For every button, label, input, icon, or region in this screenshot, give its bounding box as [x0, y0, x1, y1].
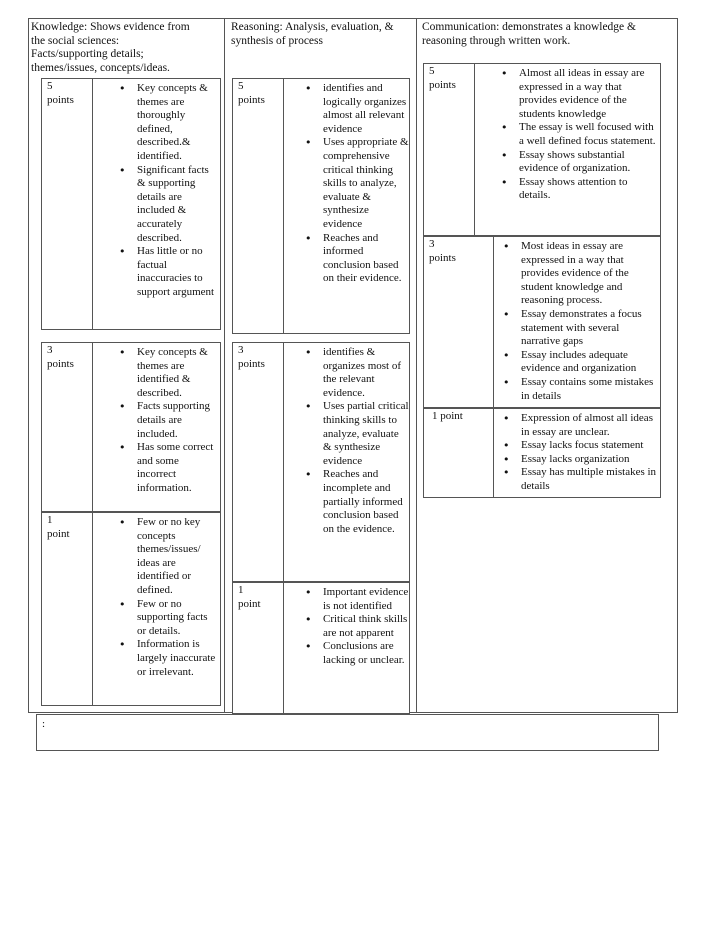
- criterion: • Expression of almost all ideas in essay are unclear.: [497, 412, 659, 439]
- criterion: • Essay has multiple mistakes in details: [497, 466, 659, 493]
- criterion: • Few or no supporting facts or details.: [113, 598, 219, 639]
- criterion: • Few or no key concepts themes/issues/ ideas are identified or defined.: [113, 516, 219, 598]
- criterion: • Reaches and informed conclusion based on their evidence.: [299, 232, 409, 286]
- communication-level-1: [423, 408, 661, 498]
- cell-divider: [92, 343, 93, 511]
- header-line: themes/issues, concepts/ideas.: [31, 61, 170, 74]
- header-line: Communication: demonstrates a knowledge &: [422, 21, 636, 33]
- communication-level-5: [423, 63, 661, 236]
- header-line: Knowledge: Shows evidence from: [31, 21, 190, 33]
- cell-divider: [283, 343, 284, 581]
- criterion: • Essay shows substantial evidence of organization.: [495, 149, 659, 176]
- points-label: 5 points: [238, 80, 265, 106]
- criterion: • Essay demonstrates a focus statement with several narrative gaps: [497, 308, 659, 349]
- cell-divider: [283, 79, 284, 333]
- knowledge-column-header: [31, 21, 221, 75]
- criteria-list: [113, 82, 219, 300]
- cell-divider: [493, 409, 494, 497]
- criterion: • Significant facts & supporting details are included & accurately described.: [113, 164, 219, 246]
- reasoning-level-3: [232, 342, 410, 582]
- criteria-list: [497, 412, 659, 494]
- header-line: Facts/supporting details;: [31, 48, 144, 60]
- criterion: • Has little or no factual inaccuracies to support argument: [113, 245, 219, 299]
- column-divider: [224, 18, 225, 713]
- cell-divider: [493, 237, 494, 407]
- knowledge-level-1: [41, 512, 221, 706]
- criteria-list: [299, 346, 409, 536]
- points-label: 1 point: [432, 410, 463, 422]
- criterion: • Almost all ideas in essay are expressed in a way that provides evidence of the students knowledge: [495, 67, 659, 121]
- criteria-list: [113, 516, 219, 679]
- criterion: • Critical think skills are not apparent: [299, 613, 409, 640]
- criterion: • Uses appropriate & comprehensive critical thinking skills to analyze, evaluate & synthesize evidence: [299, 136, 409, 231]
- criterion: • Important evidence is not identified: [299, 586, 409, 613]
- points-label: 3 points: [47, 344, 74, 370]
- comments-box: [36, 714, 659, 751]
- criterion: • identifies and logically organizes almost all relevant evidence: [299, 82, 409, 136]
- points-label: 5 points: [47, 80, 74, 106]
- criterion: • Information is largely inaccurate or irrelevant.: [113, 638, 219, 679]
- knowledge-level-5: [41, 78, 221, 330]
- criterion: • Has some correct and some incorrect information.: [113, 441, 219, 495]
- criterion: • Reaches and incomplete and partially informed conclusion based on the evidence.: [299, 468, 409, 536]
- criteria-list: [299, 82, 409, 286]
- criterion: • Essay includes adequate evidence and organization: [497, 349, 659, 376]
- header-line: reasoning through written work.: [422, 34, 571, 47]
- criteria-list: [113, 346, 219, 496]
- communication-level-3: [423, 236, 661, 408]
- cell-divider: [92, 513, 93, 705]
- points-label: 3 points: [238, 344, 265, 370]
- cell-divider: [283, 583, 284, 713]
- criterion: • Essay contains some mistakes in details: [497, 376, 659, 403]
- reasoning-level-5: [232, 78, 410, 334]
- cell-divider: [92, 79, 93, 329]
- criterion: • Conclusions are lacking or unclear.: [299, 640, 409, 667]
- criterion: • identifies & organizes most of the relevant evidence.: [299, 346, 409, 400]
- criterion: • Most ideas in essay are expressed in a way that provides evidence of the student knowledge and reasoning process.: [497, 240, 659, 308]
- criterion: • Essay lacks organization: [497, 453, 659, 467]
- criteria-list: [497, 240, 659, 403]
- criterion: • Essay lacks focus statement: [497, 439, 659, 453]
- points-label: 1 point: [47, 514, 70, 540]
- comments-text: :: [42, 718, 46, 730]
- header-line: Reasoning: Analysis, evaluation, &: [231, 21, 394, 33]
- points-label: 3 points: [429, 238, 456, 264]
- communication-column-header: [422, 21, 676, 48]
- column-divider: [416, 18, 417, 713]
- header-line: the social sciences:: [31, 34, 120, 47]
- criteria-list: [299, 586, 409, 668]
- criteria-list: [495, 67, 659, 203]
- criterion: • The essay is well focused with a well defined focus statement.: [495, 121, 659, 148]
- knowledge-level-3: [41, 342, 221, 512]
- criterion: • Key concepts & themes are thoroughly defined, described.& identified.: [113, 82, 219, 164]
- points-label: 5 points: [429, 65, 456, 91]
- cell-divider: [474, 64, 475, 235]
- criterion: • Essay shows attention to details.: [495, 176, 659, 203]
- reasoning-level-1: [232, 582, 410, 714]
- reasoning-column-header: [231, 21, 413, 48]
- criterion: • Uses partial critical thinking skills to analyze, evaluate & synthesize evidence: [299, 400, 409, 468]
- criterion: • Key concepts & themes are identified & described.: [113, 346, 219, 400]
- points-label: 1 point: [238, 584, 261, 610]
- criterion: • Facts supporting details are included.: [113, 400, 219, 441]
- header-line: synthesis of process: [231, 34, 323, 47]
